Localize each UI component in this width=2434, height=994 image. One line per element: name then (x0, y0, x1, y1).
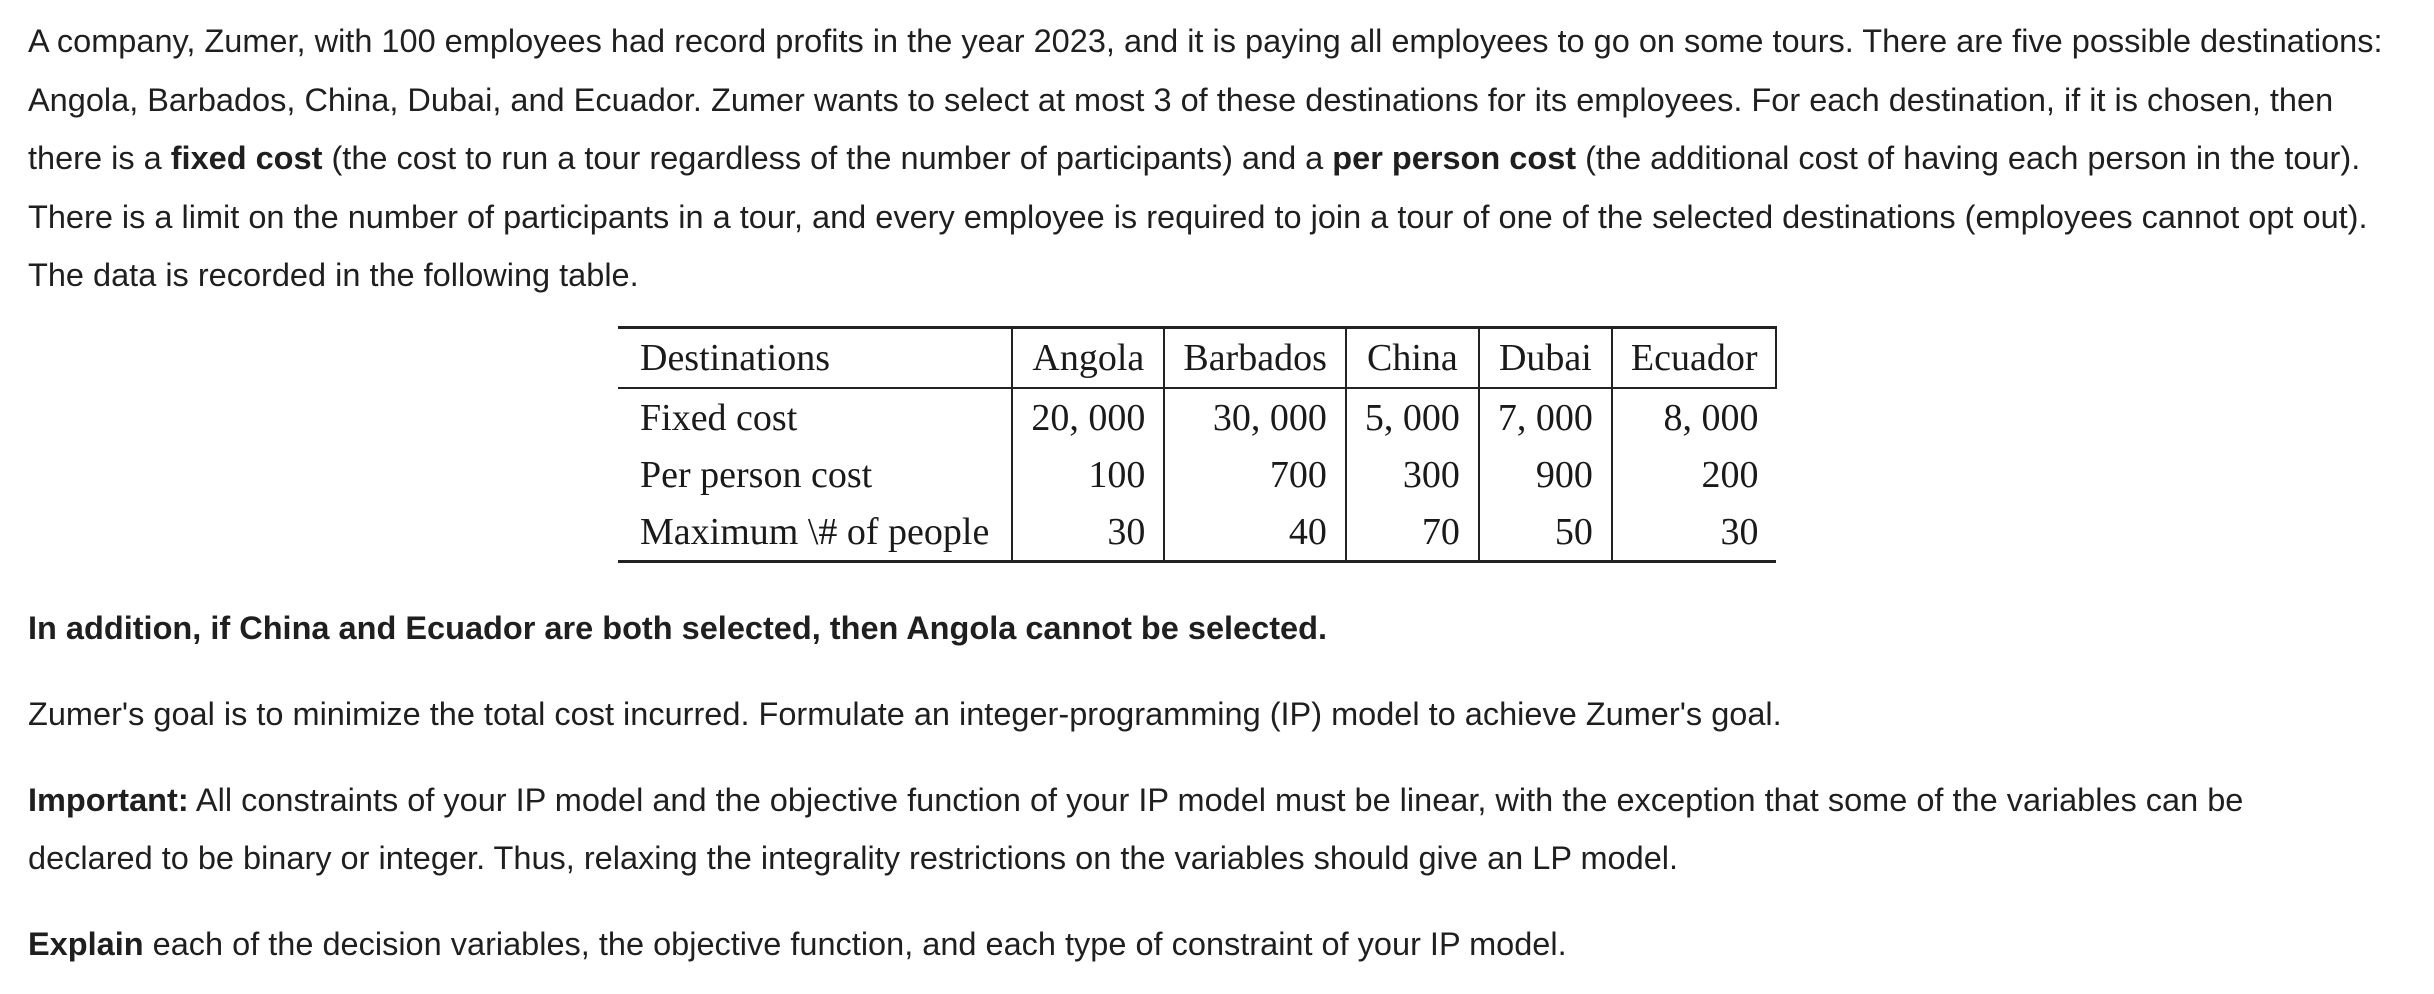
header-dubai: Dubai (1479, 328, 1612, 389)
destinations-table-wrapper (618, 326, 1777, 563)
additional-constraint-text: In addition, if China and Ecuador are both selected, then Angola cannot be selected. (28, 610, 1327, 646)
cell-fixed-angola: 20, 000 (1012, 388, 1164, 446)
header-ecuador: Ecuador (1612, 328, 1777, 389)
cell-fixed-dubai: 7, 000 (1479, 388, 1612, 446)
row-label-max-people: Maximum \# of people (618, 503, 1012, 562)
cell-max-angola: 30 (1012, 503, 1164, 562)
cell-max-dubai: 50 (1479, 503, 1612, 562)
cell-pp-barbados: 700 (1164, 446, 1346, 503)
cell-max-china: 70 (1346, 503, 1479, 562)
cell-pp-ecuador: 200 (1701, 453, 1759, 496)
header-china: China (1346, 328, 1479, 389)
intro-text-3: (the additional cost of having each person in the tour). There is a limit on the number of participants in a tour, and every employee is required to join a tour of one of the selected destinations (employees cannot opt out). The data is recorded in the following table. (28, 140, 2368, 293)
important-text-1: All constraints of your IP model and the objective function of your IP model must be linear, with the exception that some of the variables can be (188, 782, 2244, 818)
explain-text (28, 915, 1567, 973)
per-person-cost-term: per person cost (1332, 140, 1577, 176)
cell-pp-angola: 100 (1012, 446, 1164, 503)
destinations-table (618, 326, 1777, 563)
goal-text: Zumer's goal is to minimize the total cost incurred. Formulate an integer-programming (IP) model to achieve Zumer's goal. (28, 696, 1782, 732)
table-header-row (618, 328, 1776, 389)
row-label-per-person-cost: Per person cost (618, 446, 1012, 503)
cell-fixed-barbados: 30, 000 (1164, 388, 1346, 446)
intro-text-2: (the cost to run a tour regardless of the number of participants) and a (322, 140, 1333, 176)
important-label: Important: (28, 782, 189, 818)
table-row (618, 446, 1776, 503)
header-destinations: Destinations (618, 328, 1012, 389)
intro-text-1: A company, Zumer, with 100 employees had record profits in the year 2023, and it is paying all employees to go on some tours. There are five possible destinations: Angola, Barbados, China, Dubai, and Ecuador. Zumer wants to select at most 3 of these destinations for its employees. For each destination, if it is chosen, then there is a (28, 23, 2383, 176)
important-line-1 (28, 771, 2243, 829)
explain-label: Explain (28, 926, 144, 962)
row-label-fixed-cost: Fixed cost (618, 388, 1012, 446)
cell-max-barbados: 40 (1164, 503, 1346, 562)
important-line-2: declared to be binary or integer. Thus, relaxing the integrality restrictions on the variables should give an LP model. (28, 840, 1679, 876)
intro-paragraph (28, 12, 2408, 305)
fixed-cost-term: fixed cost (170, 140, 323, 176)
table-row (618, 503, 1776, 562)
header-barbados: Barbados (1164, 328, 1346, 389)
explain-body: each of the decision variables, the objective function, and each type of constraint of your IP model. (143, 926, 1567, 962)
table-row (618, 388, 1776, 446)
cell-fixed-ecuador: 8, 000 (1663, 396, 1759, 439)
header-angola: Angola (1012, 328, 1164, 389)
cell-pp-dubai: 900 (1479, 446, 1612, 503)
cell-max-ecuador: 30 (1720, 510, 1759, 553)
cell-pp-china: 300 (1346, 446, 1479, 503)
cell-fixed-china: 5, 000 (1346, 388, 1479, 446)
